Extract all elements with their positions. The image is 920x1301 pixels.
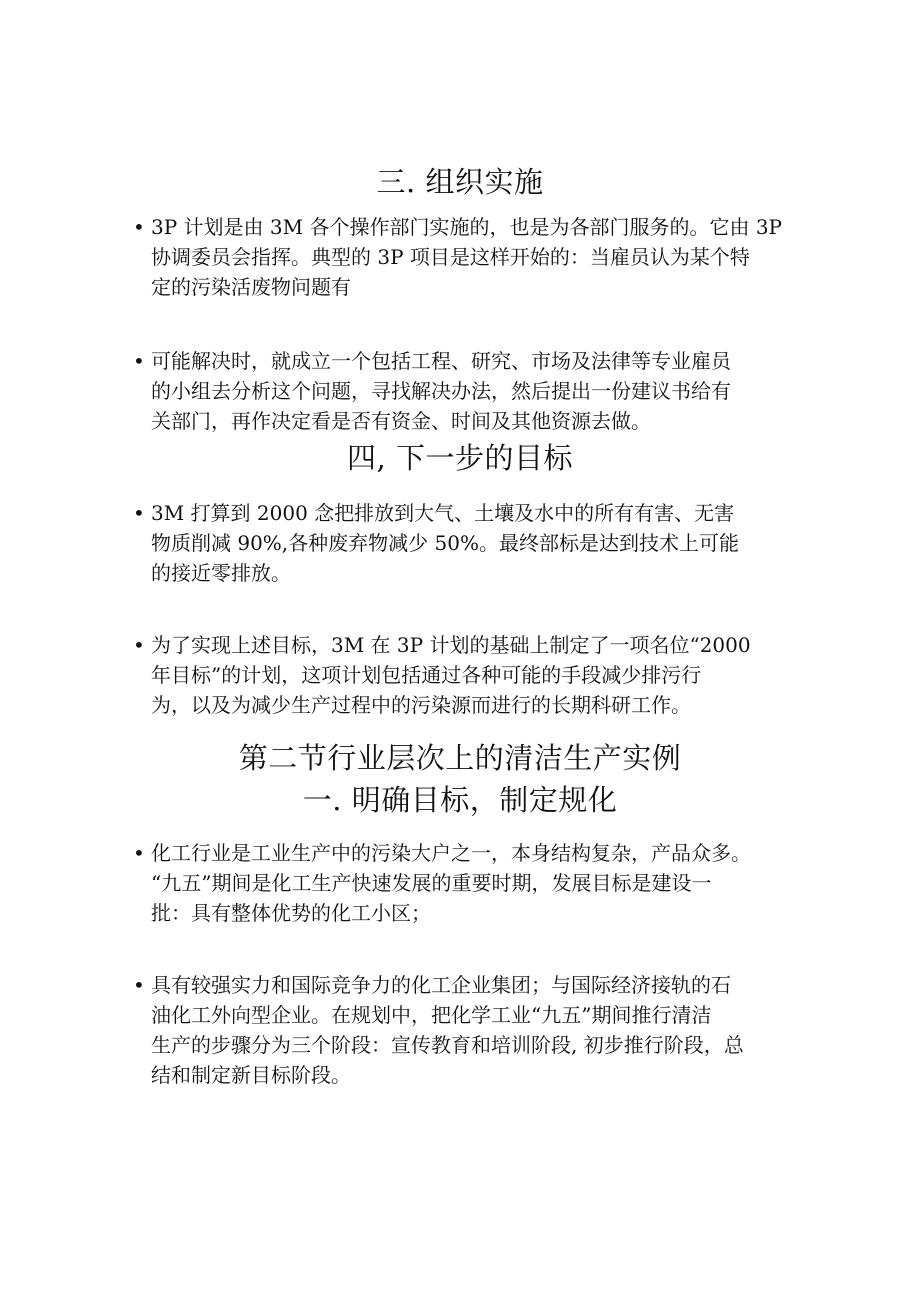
paragraph-line: 生产的步骤分为三个阶段：宣传教育和培训阶段, 初步推行阶段，总	[151, 1033, 744, 1057]
paragraph-2000-target	[151, 630, 811, 720]
paragraph-line: “九五”期间是化工生产快速发展的重要时期，发展目标是建设一	[151, 871, 712, 895]
paragraph-line: 3M 打算到 2000 念把排放到大气、土壤及水中的所有有害、无害	[151, 501, 735, 525]
paragraph-line: 结和制定新目标阶段。	[151, 1063, 351, 1087]
bullet-marker: •	[133, 501, 145, 525]
paragraph-line: 为，以及为减少生产过程中的污染源而进行的长期科研工作。	[151, 693, 691, 717]
paragraph-line: 协调委员会指挥。典型的 3P 项目是这样开始的：当雇员认为某个特	[151, 245, 750, 269]
paragraph-line: 具有较强实力和国际竞争力的化工企业集团；与国际经济接轨的石	[151, 973, 731, 997]
paragraph-line: 为了实现上述目标，3M 在 3P 计划的基础上制定了一项名位“2000	[151, 633, 751, 657]
bullet-marker: •	[133, 349, 145, 373]
paragraph-line: 化工行业是工业生产中的污染大户之一，本身结构复杂，产品众多。	[151, 841, 751, 865]
section-heading-industry-examples: 第二节行业层次上的清洁生产实例	[238, 741, 682, 775]
paragraph-line: 关部门，再作决定看是否有资金、时间及其他资源去做。	[151, 409, 651, 433]
paragraph-line: 的小组去分析这个问题，寻找解决办法，然后提出一份建议书给有	[151, 379, 731, 403]
paragraph-3p-team	[151, 346, 811, 436]
paragraph-line: 可能解决时，就成立一个包括工程、研究、市场及法律等专业雇员	[151, 349, 731, 373]
paragraph-chemical-enterprises	[151, 970, 811, 1090]
bullet-marker: •	[133, 973, 145, 997]
paragraph-chemical-industry	[151, 838, 811, 928]
section-heading-clear-goals: 一. 明确目标，制定规化	[302, 783, 618, 817]
paragraph-line: 年目标”的计划，这项计划包括通过各种可能的手段减少排污行	[151, 663, 702, 687]
paragraph-line: 的接近零排放。	[151, 561, 291, 585]
bullet-marker: •	[133, 633, 145, 657]
paragraph-line: 3P 计划是由 3M 各个操作部门实施的，也是为各部门服务的。它由 3P	[151, 215, 782, 239]
paragraph-3p-organization	[151, 212, 811, 302]
paragraph-line: 物质削减 90%,各种废弃物减少 50%。最终部标是达到技术上可能	[151, 531, 739, 555]
paragraph-line: 批：具有整体优势的化工小区；	[151, 901, 431, 925]
paragraph-3m-2000-plan	[151, 498, 811, 588]
section-heading-organize: 三. 组织实施	[376, 165, 544, 199]
paragraph-line: 油化工外向型企业。在规划中，把化学工业“九五”期间推行清洁	[151, 1003, 712, 1027]
bullet-marker: •	[133, 215, 145, 239]
section-heading-next-goal: 四, 下一步的目标	[347, 441, 573, 475]
paragraph-line: 定的污染活废物问题有	[151, 275, 351, 299]
bullet-marker: •	[133, 841, 145, 865]
